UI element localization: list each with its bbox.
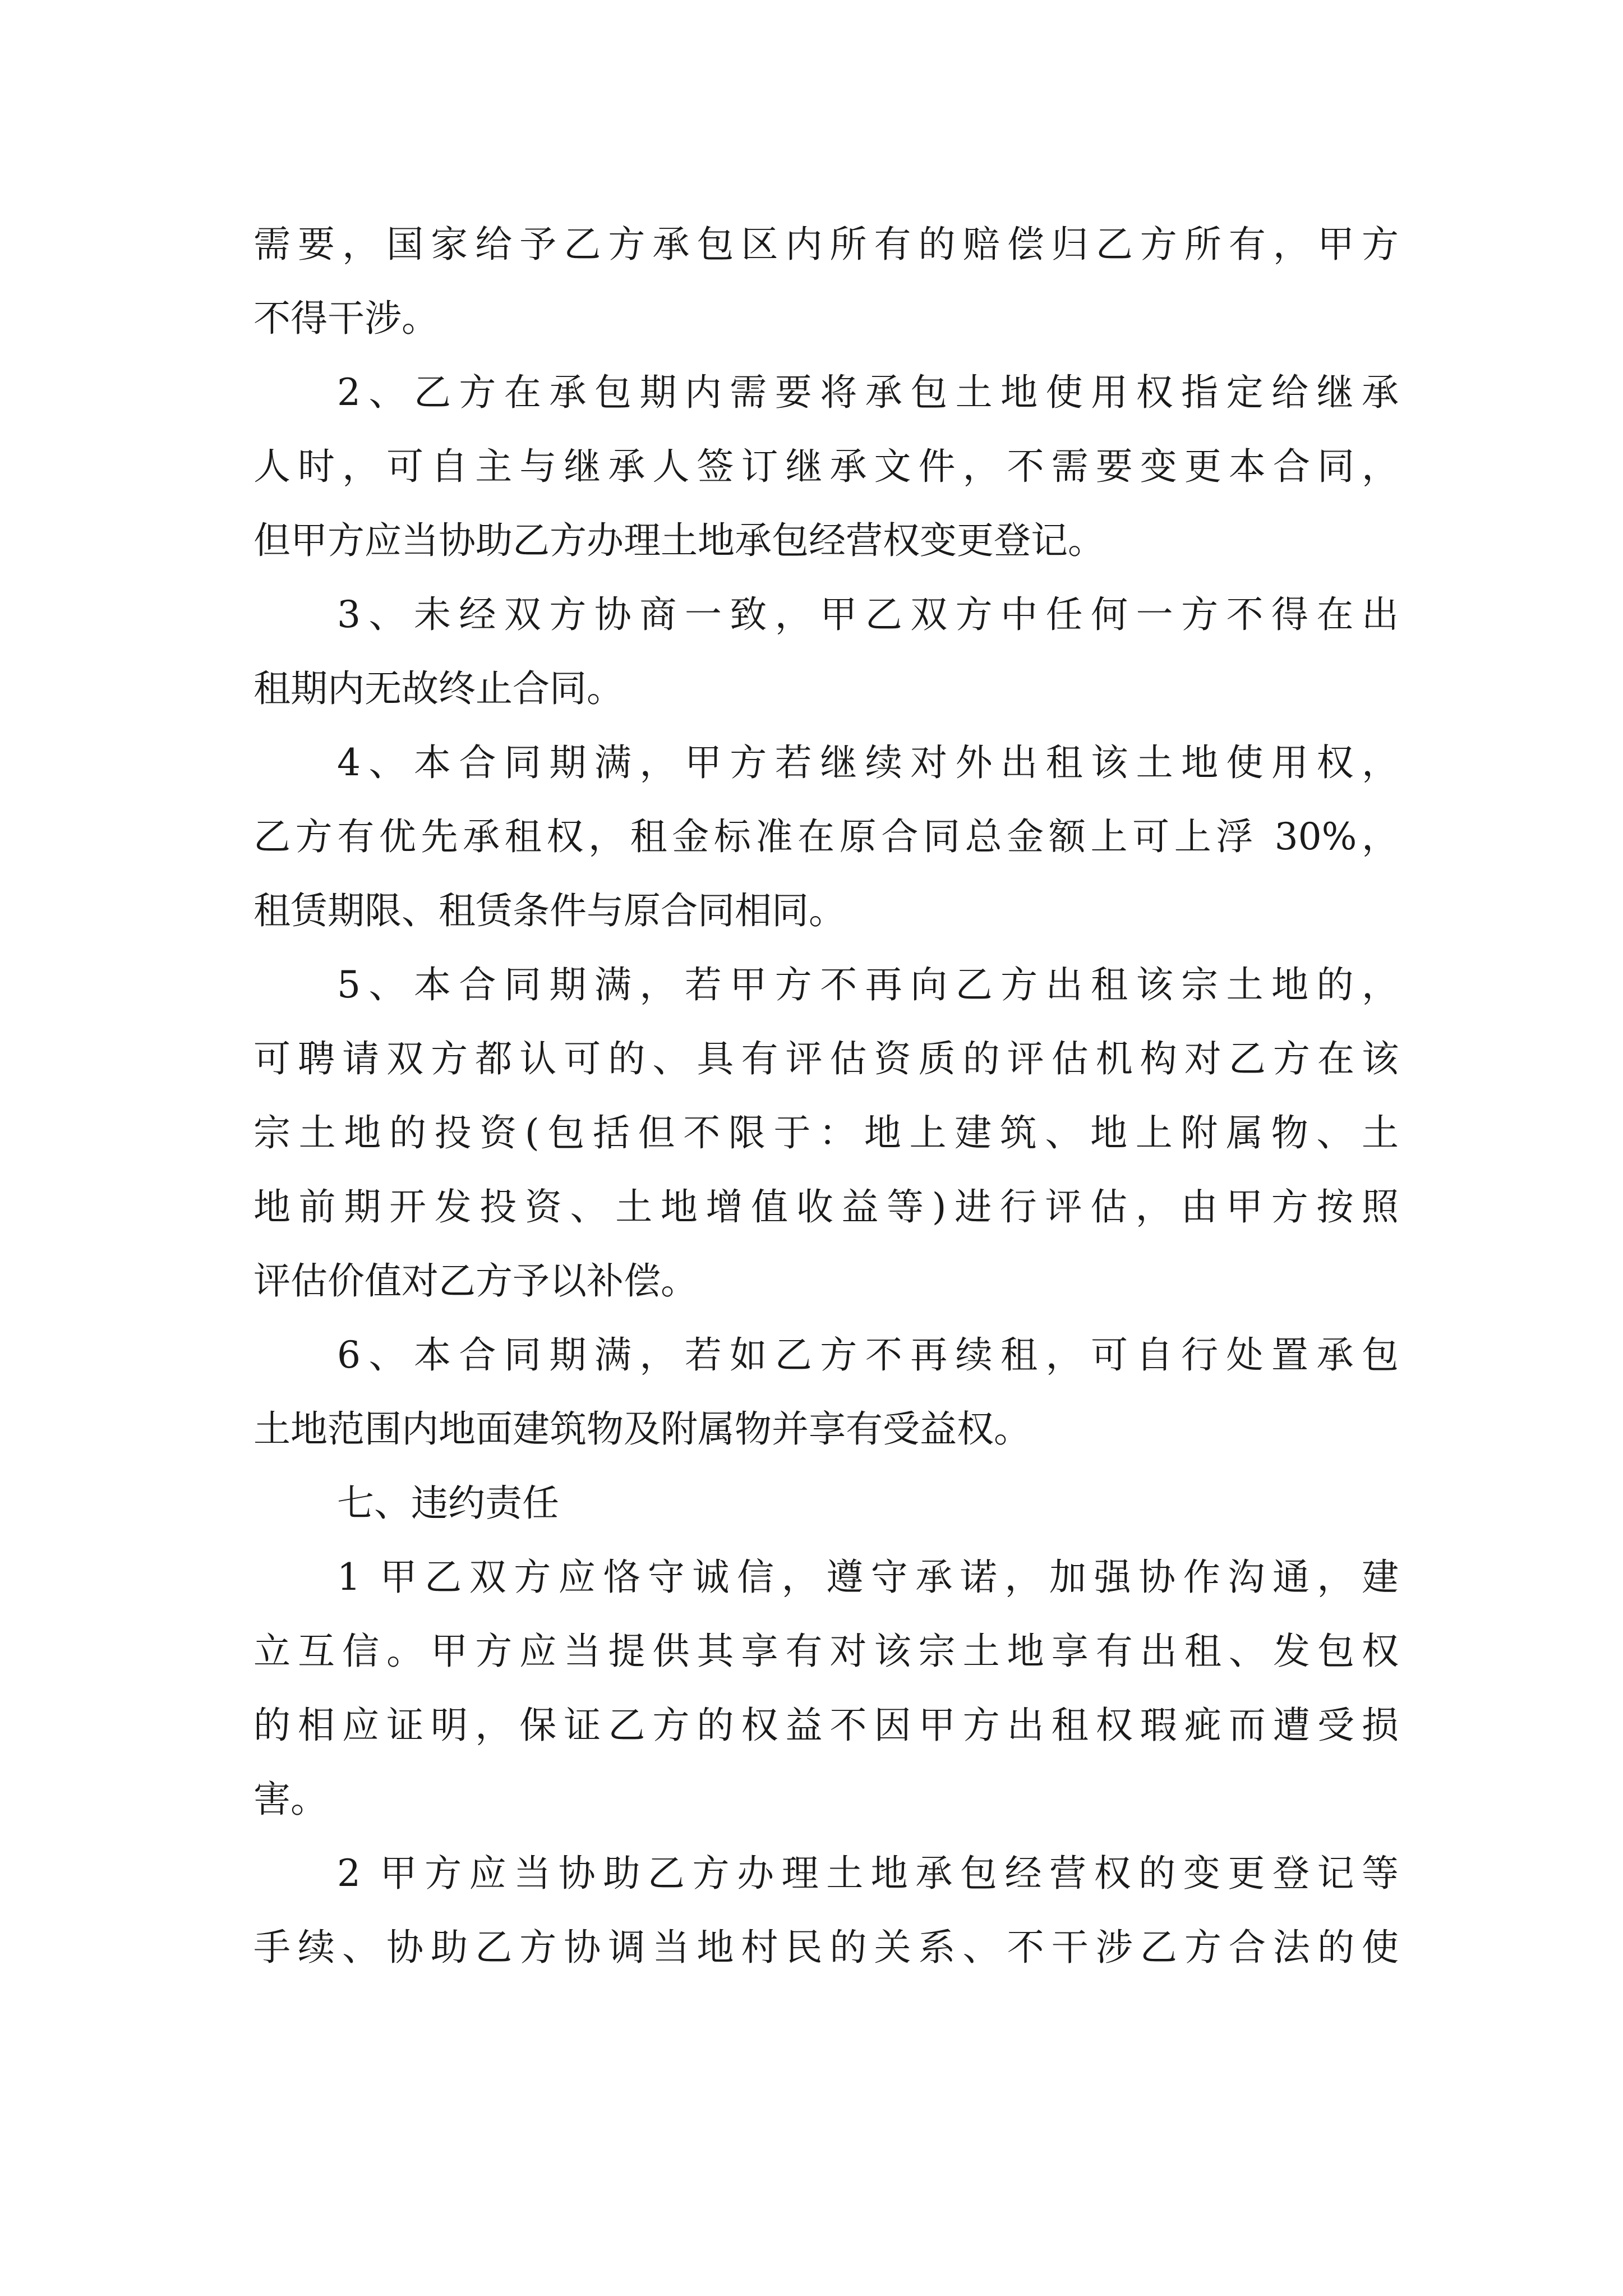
text-line	[0, 211, 1623, 278]
text-line	[0, 1025, 1623, 1093]
text-line	[0, 1544, 1623, 1611]
line-text: 不得干涉。	[253, 297, 439, 340]
line-text: 的相应证明，保证乙方的权益不因甲方出租权瑕疵而遭受损	[253, 1704, 1399, 1747]
text-line	[0, 1766, 1623, 1833]
line-text: 4、本合同期满，甲方若继续对外出租该土地使用权，	[337, 741, 1399, 784]
text-line	[0, 1099, 1623, 1167]
line-text: 5、本合同期满，若甲方不再向乙方出租该宗土地的，	[337, 963, 1399, 1006]
text-line	[0, 359, 1623, 426]
line-text: 需要，国家给予乙方承包区内所有的赔偿归乙方所有，甲方	[253, 223, 1399, 266]
text-line	[0, 1840, 1623, 1907]
text-line	[0, 655, 1623, 723]
line-text: 土地范围内地面建筑物及附属物并享有受益权。	[253, 1407, 1031, 1451]
text-line	[0, 507, 1623, 574]
text-line	[0, 877, 1623, 945]
text-line	[0, 729, 1623, 797]
text-line	[0, 951, 1623, 1019]
text-line	[0, 1618, 1623, 1685]
line-text: 害。	[253, 1778, 328, 1821]
line-text: 1 甲乙双方应恪守诚信，遵守承诺，加强协作沟通，建	[337, 1556, 1399, 1599]
line-text: 2 甲方应当协助乙方办理土地承包经营权的变更登记等	[337, 1852, 1399, 1895]
line-text: 可聘请双方都认可的、具有评估资质的评估机构对乙方在该	[253, 1037, 1399, 1080]
line-text: 人时，可自主与继承人签订继承文件，不需要变更本合同，	[253, 445, 1399, 488]
text-line	[0, 1914, 1623, 1981]
text-line	[0, 433, 1623, 500]
line-text: 3、未经双方协商一致，甲乙双方中任何一方不得在出	[337, 593, 1399, 636]
text-line	[0, 1248, 1623, 1315]
line-text: 乙方有优先承租权，租金标准在原合同总金额上可上浮 30%，	[253, 815, 1399, 858]
line-text: 租期内无故终止合同。	[253, 667, 624, 710]
line-text: 2、乙方在承包期内需要将承包土地使用权指定给继承	[337, 371, 1399, 414]
text-line	[0, 1174, 1623, 1241]
text-line	[0, 285, 1623, 352]
text-line	[0, 581, 1623, 648]
line-text: 宗土地的投资(包括但不限于：地上建筑、地上附属物、土	[253, 1111, 1399, 1154]
line-text: 立互信。甲方应当提供其享有对该宗土地享有出租、发包权	[253, 1630, 1399, 1673]
line-text: 但甲方应当协助乙方办理土地承包经营权变更登记。	[253, 519, 1105, 562]
text-line	[0, 1322, 1623, 1389]
text-line	[0, 1396, 1623, 1463]
line-text: 租赁期限、租赁条件与原合同相同。	[253, 889, 846, 932]
line-text: 6、本合同期满，若如乙方不再续租，可自行处置承包	[337, 1333, 1399, 1377]
section-heading-text: 七、违约责任	[337, 1481, 559, 1525]
line-text: 手续、协助乙方协调当地村民的关系、不干涉乙方合法的使	[253, 1926, 1399, 1969]
text-line	[0, 803, 1623, 871]
section-heading	[0, 1470, 1623, 1537]
text-line	[0, 1692, 1623, 1759]
line-text: 评估价值对乙方予以补偿。	[253, 1259, 698, 1303]
line-text: 地前期开发投资、土地增值收益等)进行评估，由甲方按照	[253, 1185, 1399, 1228]
